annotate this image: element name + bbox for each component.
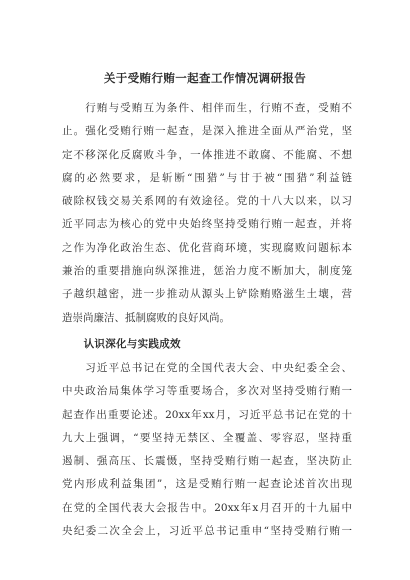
section-heading: 认识深化与实践成效 <box>62 338 181 350</box>
paragraph-line: 遏制、强高压、长震慑，坚持受贿行贿一起查，坚决防止 <box>62 455 352 468</box>
paragraph-line: 之作为净化政治生态、优化营商环境，实现腐败问题标本 <box>62 241 352 254</box>
paragraph-line: 央纪委二次全会上，习近平总书记重申“坚持受贿行贿一 <box>62 525 352 538</box>
document-title: 关于受贿行贿一起查工作情况调研报告 <box>103 71 307 85</box>
paragraph-line: 中央政治局集体学习等重要场合，多次对坚持受贿行贿一 <box>62 385 352 398</box>
paragraph-line: 在党的全国代表大会报告中。20xx年x月召开的十九届中 <box>62 501 352 514</box>
paragraph-line: 造崇尚廉洁、抵制腐败的良好风尚。 <box>62 311 230 324</box>
paragraph-2 <box>62 357 352 543</box>
paragraph-line: 近平同志为核心的党中央始终坚持受贿行贿一起查，并将 <box>62 218 352 231</box>
paragraph-line: 习近平总书记在党的全国代表大会、中央纪委全会、 <box>62 362 352 374</box>
paragraph-line: 腐的必然要求，是斩断“围猎”与甘于被“围猎”利益链 <box>62 171 352 184</box>
paragraph-line: 九大上强调，“要坚持无禁区、全覆盖、零容忍，坚持重 <box>62 431 352 444</box>
paragraph-line: 党内形成利益集团”，这是受贿行贿一起查论述首次出现 <box>62 478 352 491</box>
paragraph-line: 定不移深化反腐败斗争，一体推进不敢腐、不能腐、不想 <box>62 148 352 161</box>
paragraph-line: 兼治的重要措施向纵深推进，惩治力度不断加大，制度笼 <box>62 265 352 278</box>
paragraph-line: 止。强化受贿行贿一起查，是深入推进全面从严治党，坚 <box>62 125 352 138</box>
paragraph-1 <box>62 97 352 330</box>
paragraph-line: 行贿与受贿互为条件、相伴而生，行贿不查，受贿不 <box>62 102 352 114</box>
paragraph-line: 子越织越密，进一步推动从源头上铲除贿赂滋生土壤，营 <box>62 288 352 301</box>
paragraph-line: 起查作出重要论述。20xx年xx月，习近平总书记在党的十 <box>62 408 352 421</box>
paragraph-line: 破除权钱交易关系网的有效途径。党的十八大以来，以习 <box>62 195 352 208</box>
